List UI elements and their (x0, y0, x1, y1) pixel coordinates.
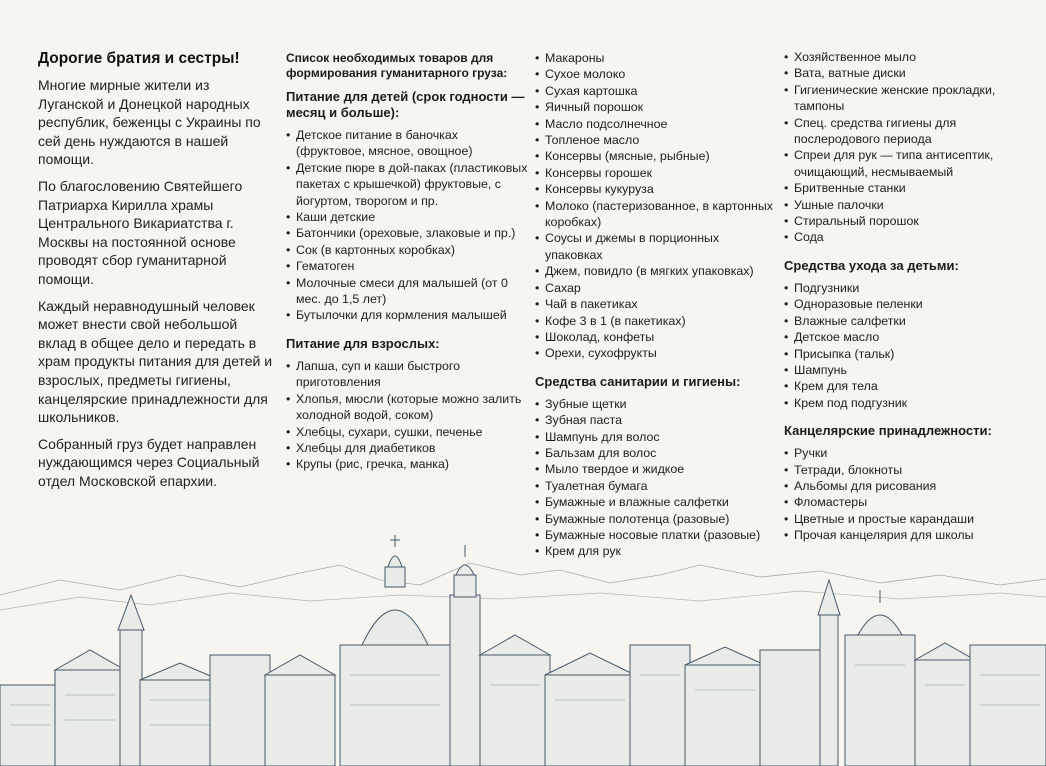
list-item: • Крем для рук (535, 543, 778, 559)
city-skyline-illustration (0, 535, 1046, 766)
list-item: • Присыпка (тальк) (784, 346, 1034, 362)
section-title-stationery: Канцелярские принадлежности: (784, 423, 992, 439)
list-item: • Молоко (пастеризованное, в картонных коробках) (535, 198, 778, 231)
list-item: • Гигиенические женские прокладки, тампоны (784, 82, 1034, 115)
list-item: • Макароны (535, 50, 778, 66)
list-column-3 (535, 50, 778, 572)
list-item: • Влажные салфетки (784, 313, 1034, 329)
list-item: • Чай в пакетиках (535, 296, 778, 312)
list-item: • Детское питание в баночках (фруктовое, мясное, овощное) (286, 127, 528, 160)
list-item: • Вата, ватные диски (784, 65, 1034, 81)
list-item: • Зубные щетки (535, 396, 778, 412)
list-title: Список необходимых товаров для формирования гуманитарного груза: (286, 51, 508, 80)
list-item: • Бальзам для волос (535, 445, 778, 461)
list-item: • Соусы и джемы в порционных упаковках (535, 230, 778, 263)
list-item: • Консервы горошек (535, 165, 778, 181)
list-item: • Одноразовые пеленки (784, 296, 1034, 312)
list-item: • Масло подсолнечное (535, 116, 778, 132)
list-item: • Цветные и простые карандаши (784, 511, 1034, 527)
list-item: • Бутылочки для кормления малышей (286, 307, 528, 323)
list-item: • Ушные палочки (784, 197, 1034, 213)
list-item: • Сухая картошка (535, 83, 778, 99)
child-care-list (784, 280, 1034, 411)
list-item: • Альбомы для рисования (784, 478, 1034, 494)
list-item: • Спец. средства гигиены для послеродового периода (784, 115, 1034, 148)
list-item: • Шоколад, конфеты (535, 329, 778, 345)
list-item: • Консервы кукуруза (535, 181, 778, 197)
intro-paragraph-1: Многие мирные жители из Луганской и Донецкой народных республик, беженцы с Украины по сей день нуждаются в нашей помощи. (38, 77, 261, 168)
list-item: • Кофе 3 в 1 (в пакетиках) (535, 313, 778, 329)
list-item: • Крем для тела (784, 378, 1034, 394)
list-item: • Орехи, сухофрукты (535, 345, 778, 361)
list-column-4 (784, 49, 1034, 556)
list-item: • Шампунь (784, 362, 1034, 378)
list-item: • Тетради, блокноты (784, 462, 1034, 478)
list-item: • Сухое молоко (535, 66, 778, 82)
stationery-list (784, 445, 1034, 543)
list-item: • Хозяйственное мыло (784, 49, 1034, 65)
list-item: • Туалетная бумага (535, 478, 778, 494)
list-item: • Бумажные полотенца (разовые) (535, 511, 778, 527)
intro-title: Дорогие братия и сестры! (38, 50, 240, 67)
list-item: • Сода (784, 229, 1034, 245)
list-item: • Крупы (рис, гречка, манка) (286, 456, 528, 472)
intro-paragraph-3: Каждый неравнодушный человек может внести свой небольшой вклад в общее дело и передать в храм продукты питания для детей и взрослых, предметы гигиены, канцелярские принадлежности для школьников. (38, 297, 273, 426)
section-title-children-food: Питание для детей (срок годности — месяц и больше): (286, 89, 525, 120)
more-food-list (535, 50, 778, 362)
list-item: • Яичный порошок (535, 99, 778, 115)
list-item: • Бумажные носовые платки (разовые) (535, 527, 778, 543)
list-item: • Бритвенные станки (784, 180, 1034, 196)
list-item: • Прочая канцелярия для школы (784, 527, 1034, 543)
list-item: • Детское масло (784, 329, 1034, 345)
children-food-list (286, 127, 528, 324)
list-item: • Крем под подгузник (784, 395, 1034, 411)
list-item: • Батончики (ореховые, злаковые и пр.) (286, 225, 528, 241)
list-item: • Спреи для рук — типа антисептик, очищающий, несмываемый (784, 147, 1034, 180)
list-item: • Топленое масло (535, 132, 778, 148)
list-item: • Хлопья, мюсли (которые можно залить холодной водой, соком) (286, 391, 528, 424)
list-item: • Ручки (784, 445, 1034, 461)
list-item: • Сок (в картонных коробках) (286, 242, 528, 258)
list-item: • Бумажные и влажные салфетки (535, 494, 778, 510)
list-column-2 (286, 51, 528, 485)
intro-column (38, 50, 278, 498)
list-item: • Каши детские (286, 209, 528, 225)
list-item: • Фломастеры (784, 494, 1034, 510)
section-title-child-care: Средства ухода за детьми: (784, 257, 959, 273)
list-item: • Консервы (мясные, рыбные) (535, 148, 778, 164)
section-title-hygiene: Средства санитарии и гигиены: (535, 373, 741, 389)
list-item: • Лапша, суп и каши быстрого приготовления (286, 358, 528, 391)
adult-food-list (286, 358, 528, 473)
list-item: • Хлебцы для диабетиков (286, 440, 528, 456)
list-item: • Сахар (535, 280, 778, 296)
list-item: • Молочные смеси для малышей (от 0 мес. до 1,5 лет) (286, 275, 528, 308)
list-item: • Подгузники (784, 280, 1034, 296)
list-item: • Детские пюре в дой-паках (пластиковых пакетах с крышечкой) фруктовые, с йогуртом, творогом и пр. (286, 160, 528, 209)
intro-paragraph-4: Собранный груз будет направлен нуждающимся через Социальный отдел Московской епархии. (38, 435, 260, 489)
list-item: • Шампунь для волос (535, 429, 778, 445)
list-item: • Зубная паста (535, 412, 778, 428)
intro-paragraph-2: По благословению Святейшего Патриарха Кирилла храмы Центрального Викариатства г. Москвы на постоянной основе проводят сбор гуманитарной помощи. (38, 177, 243, 287)
list-item: • Мыло твердое и жидкое (535, 461, 778, 477)
section-title-adult-food: Питание для взрослых: (286, 335, 440, 351)
list-item: • Стиральный порошок (784, 213, 1034, 229)
list-item: • Джем, повидло (в мягких упаковках) (535, 263, 778, 279)
hygiene-more-list (784, 49, 1034, 246)
list-item: • Гематоген (286, 258, 528, 274)
list-item: • Хлебцы, сухари, сушки, печенье (286, 424, 528, 440)
